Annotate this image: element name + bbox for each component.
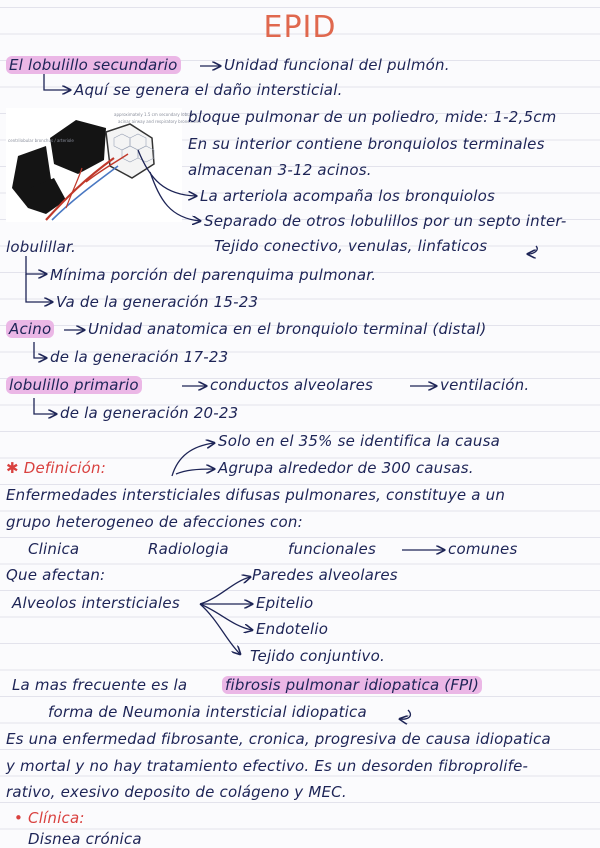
- page-title: EPID: [263, 10, 337, 45]
- arrow-icon: [200, 604, 240, 654]
- note-line: Unidad funcional del pulmón.: [224, 56, 450, 74]
- note-line: de la generación 17-23: [50, 348, 229, 366]
- note-line: almacenan 3-12 acinos.: [188, 161, 372, 179]
- arrow-icon: [200, 577, 250, 604]
- note-line: bloque pulmonar de un poliedro, mide: 1-2,5cm: [188, 108, 557, 126]
- note-line: y mortal y no hay tratamiento efectivo. Es un desorden fibroprolife-: [6, 757, 529, 775]
- note-line: Paredes alveolares: [252, 566, 398, 584]
- arrow-icon: [400, 710, 410, 719]
- term-lobulillo-primario: lobulillo primario: [6, 376, 142, 394]
- note-line: La mas frecuente es la: [12, 676, 188, 694]
- note-line: Es una enfermedad fibrosante, cronica, progresiva de causa idiopatica: [6, 730, 551, 748]
- arrow-icon: [34, 342, 46, 358]
- note-line: Enfermedades intersticiales difusas pulmonares, constituye a un: [6, 486, 506, 504]
- note-line: lobulillar.: [6, 238, 76, 256]
- note-line: Radiologia: [148, 540, 229, 558]
- note-line: Va de la generación 15-23: [56, 293, 259, 311]
- note-line: Que afectan:: [6, 566, 106, 584]
- arrow-icon: [200, 604, 252, 630]
- lobule-diagram: [6, 108, 182, 222]
- lobule-figure: [6, 108, 202, 222]
- note-line: de la generación 20-23: [60, 404, 239, 422]
- note-line: Clinica: [28, 540, 80, 558]
- note-line: Mínima porción del parenquima pulmonar.: [50, 266, 377, 284]
- term-acino: Acino: [6, 320, 54, 338]
- note-line: Aquí se genera el daño intersticial.: [74, 81, 343, 99]
- figure-caption: centrilobular bronchus / arteriole: [8, 138, 74, 143]
- note-line: ventilación.: [440, 376, 530, 394]
- note-line: Separado de otros lobulillos por un septo inter-: [204, 212, 567, 230]
- figure-caption: acinar airway and respiratory bronchioles: [118, 119, 202, 124]
- note-line: Solo en el 35% se identifica la causa: [218, 432, 501, 450]
- arrow-icon: [44, 74, 70, 90]
- note-line: forma de Neumonia intersticial idiopatica: [48, 703, 367, 721]
- arrow-icon: [26, 256, 46, 274]
- note-line: Agrupa alrededor de 300 causas.: [218, 459, 474, 477]
- clinica-heading: • Clínica:: [14, 809, 85, 827]
- note-line: grupo heterogeneo de afecciones con:: [6, 513, 303, 531]
- note-line: Endotelio: [256, 620, 329, 638]
- note-line: Disnea crónica: [28, 830, 142, 848]
- note-line: La arteriola acompaña los bronquiolos: [200, 187, 496, 205]
- note-line: Epitelio: [256, 594, 314, 612]
- arrow-icon: [528, 246, 537, 254]
- definition-heading: ✱ Definición:: [6, 459, 106, 477]
- note-line: funcionales: [288, 540, 376, 558]
- arrow-icon: [26, 274, 52, 302]
- arrow-icon: [172, 443, 214, 476]
- note-line: Tejido conectivo, venulas, linfaticos: [214, 237, 488, 255]
- note-line: Alveolos intersticiales: [12, 594, 180, 612]
- note-line: conductos alveolares: [210, 376, 374, 394]
- note-line: En su interior contiene bronquiolos terminales: [188, 135, 545, 153]
- note-line: comunes: [448, 540, 518, 558]
- arrow-icon: [34, 398, 56, 414]
- term-lobulillo-secundario: El lobulillo secundario: [6, 56, 181, 74]
- note-line: rativo, exesivo deposito de colágeno y MEC.: [6, 783, 347, 801]
- term-fpi: fibrosis pulmonar idiopatica (FPI): [222, 676, 482, 694]
- note-line: Tejido conjuntivo.: [250, 647, 385, 665]
- arrow-icon: [176, 469, 214, 474]
- note-line: Unidad anatomica en el bronquiolo terminal (distal): [88, 320, 487, 338]
- figure-caption: approximately 1.5 cm secondary lobule: [114, 112, 194, 117]
